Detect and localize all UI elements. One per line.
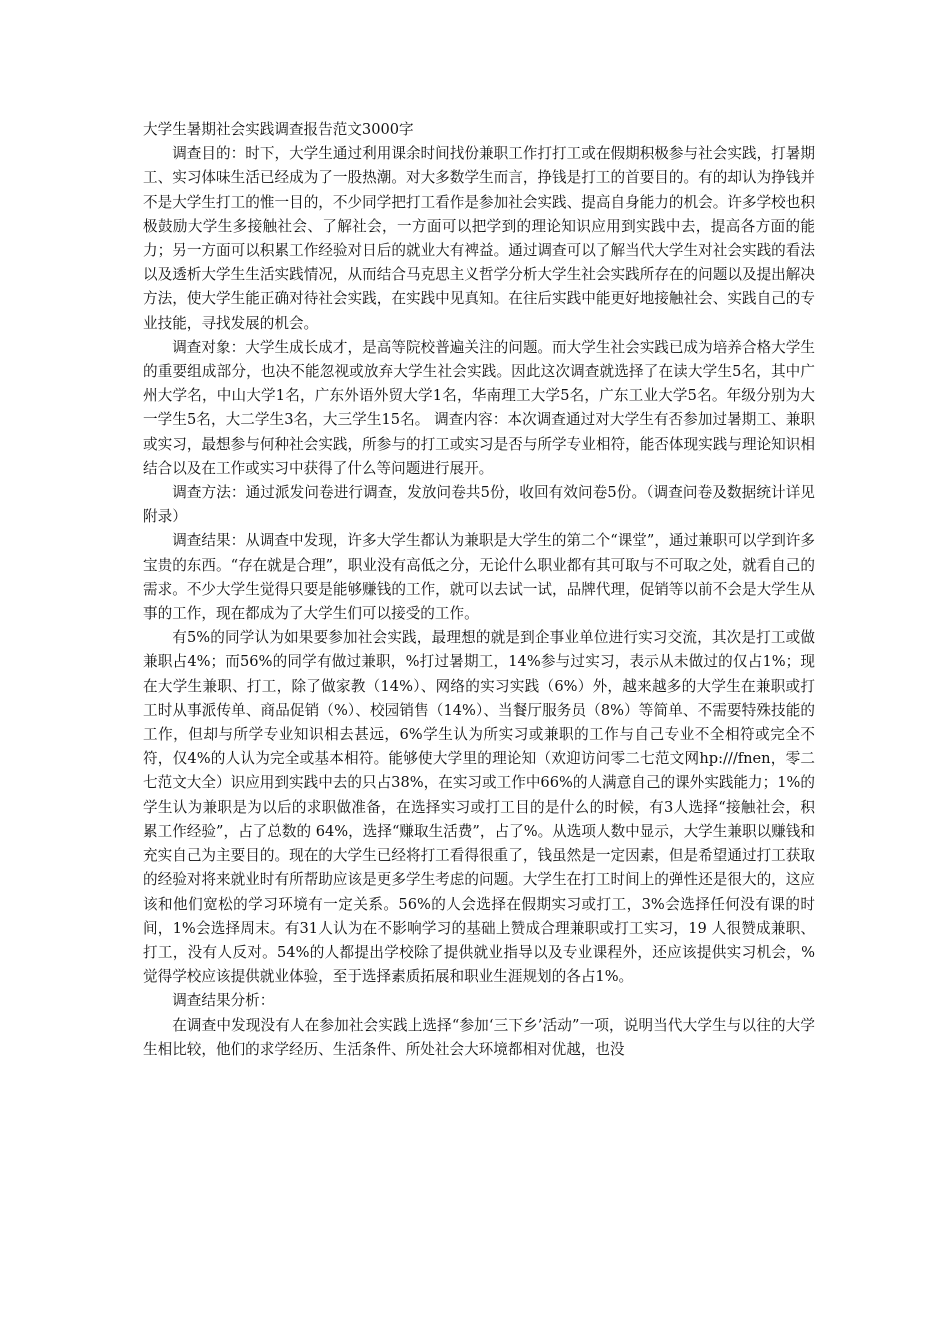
paragraph-statistics: 有5%的同学认为如果要参加社会实践，最理想的就是到企事业单位进行实习交流，其次是打工或做兼职占4%；而56%的同学有做过兼职，%打过暑期工，14%参与过实习，表示从未做过的仅占1%；现在大学生兼职、打工，除了做家教（14%）、网络的实习实践（6%）外，越来越多的大学生在兼职或打工时从事派传单、商品促销（%）、校园销售（14%）、当餐厅服务员（8%）等简单、不需要特殊技能的工作，但却与所学专业知识相去甚远，6%学生认为所实习或兼职的工作与自己专业不全相符或完全不符，仅4%的人认为完全或基本相符。能够使大学里的理论知（欢迎访问零二七范文网hp:///fnen，零二七范文大全）识应用到实践中去的只占38%，在实习或工作中66%的人满意自己的课外实践能力；1%的学生认为兼职是为以后的求职做准备，在选择实习或打工目的是什么的时候，有3人选择“接触社会，积累工作经验”，占了总数的 64%，选择“赚取生活费”，占了%。从选项人数中显示，大学生兼职以赚钱和充实自己为主要目的。现在的大学生已经将打工看得很重了，钱虽然是一定因素，但是希望通过打工获取的经验对将来就业时有所帮助应该是更多学生考虑的问题。大学生在打工时间上的弹性还是很大的，这应该和他们宽松的学习环境有一定关系。56%的人会选择在假期实习或打工，3%会选择任何没有课的时间，1%会选择周末。有31人认为在不影响学习的基础上赞成合理兼职或打工实习，19 人很赞成兼职、打工，没有人反对。54%的人都提出学校除了提供就业指导以及专业课程外，还应该提供实习机会，%觉得学校应该提供就业体验，至于选择素质拓展和职业生涯规划的各占1%。	[143, 629, 815, 986]
document-title: 大学生暑期社会实践调查报告范文3000字	[143, 121, 414, 138]
paragraph-method: 调查方法：通过派发问卷进行调查，发放问卷共5份，收回有效问卷5份。（调查问卷及数据统计详见附录）	[143, 484, 815, 526]
paragraph-analysis-heading: 调查结果分析：	[172, 992, 275, 1010]
paragraph-subjects-content: 调查对象：大学生成长成才，是高等院校普遍关注的问题。而大学生社会实践已成为培养合格大学生的重要组成部分，也决不能忽视或放弃大学生社会实践。因此这次调查就选择了在读大学生5名，其中广州大学名，中山大学1名，广东外语外贸大学1名，华南理工大学5名，广东工业大学5名。年级分别为大一学生5名，大二学生3名，大三学生15名。 调查内容：本次调查通过对大学生有否参加过暑期工、兼职或实习，最想参与何种社会实践，所参与的打工或实习是否与所学专业相符，能否体现实践与理论知识相结合以及在工作或实习中获得了什么等问题进行展开。	[143, 338, 815, 477]
paragraph-results: 调查结果：从调查中发现，许多大学生都认为兼职是大学生的第二个“课堂”，通过兼职可以学到许多宝贵的东西。“存在就是合理”，职业没有高低之分，无论什么职业都有其可取与不可取之处，就看自己的需求。不少大学生觉得只要是能够赚钱的工作，就可以去试一试，品牌代理，促销等以前不会是大学生从事的工作，现在都成为了大学生们可以接受的工作。	[143, 532, 815, 623]
paragraph-analysis: 在调查中发现没有人在参加社会实践上选择“参加‘三下乡’活动”一项，说明当代大学生与以往的大学生相比较，他们的求学经历、生活条件、所处社会大环境都相对优越，也没	[143, 1016, 815, 1058]
paragraph-purpose: 调查目的：时下，大学生通过利用课余时间找份兼职工作打打工或在假期积极参与社会实践，打暑期工、实习体味生活已经成为了一股热潮。对大多数学生而言，挣钱是打工的首要目的。有的却认为挣钱并不是大学生打工的惟一目的，不少同学把打工看作是参加社会实践、提高自身能力的机会。许多学校也积极鼓励大学生多接触社会、了解社会，一方面可以把学到的理论知识应用到实践中去，提高各方面的能力；另一方面可以积累工作经验对日后的就业大有裨益。通过调查可以了解当代大学生对社会实践的看法以及透析大学生生活实践情况，从而结合马克思主义哲学分析大学生社会实践所存在的问题以及提出解决方法，使大学生能正确对待社会实践，在实践中见真知。在往后实践中能更好地接触社会、实践自己的专业技能，寻找发展的机会。	[143, 145, 815, 332]
document-page	[143, 118, 815, 1062]
